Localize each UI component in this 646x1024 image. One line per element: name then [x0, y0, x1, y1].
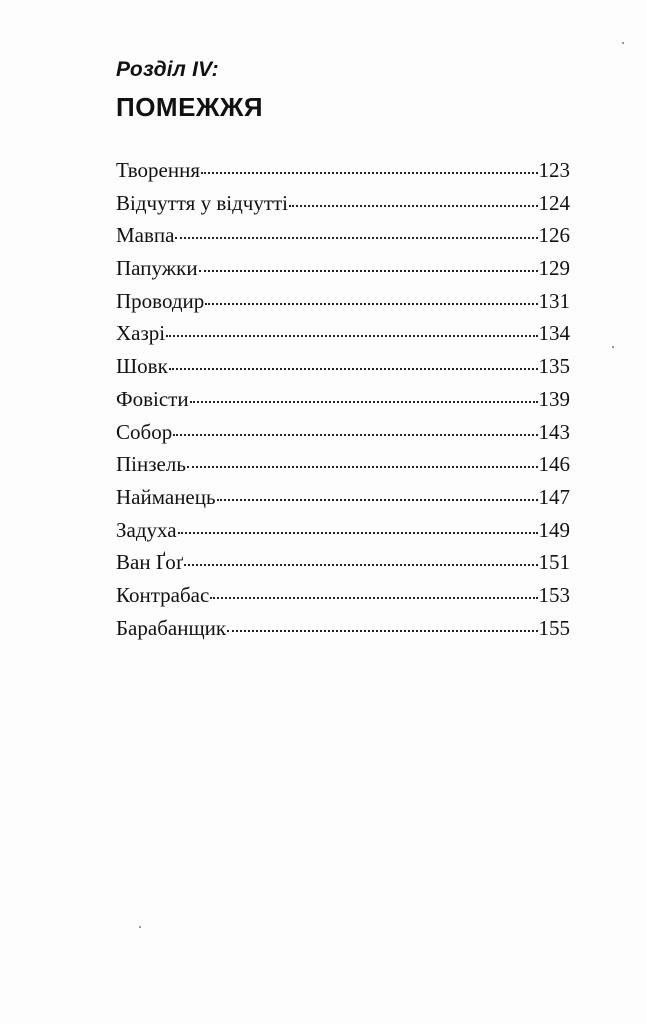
toc-entry-title: Шовк — [116, 354, 168, 379]
toc-entry-title: Ван Ґоґ — [116, 550, 184, 575]
toc-dot-leader — [227, 630, 537, 632]
toc-entry — [116, 485, 570, 518]
toc-entry-page: 149 — [538, 517, 570, 542]
toc-entry-title: Пінзель — [116, 452, 186, 477]
toc-dot-leader — [205, 303, 537, 305]
toc-entry-title: Барабанщик — [116, 615, 227, 640]
toc-entry-title: Проводир — [116, 288, 205, 313]
toc-entry — [116, 452, 570, 485]
toc-entry — [116, 321, 570, 354]
toc-entry — [116, 387, 570, 420]
toc-entry-title: Собор — [116, 419, 173, 444]
toc-entry — [116, 420, 570, 453]
toc-entry — [116, 256, 570, 289]
toc-dot-leader — [199, 270, 538, 272]
toc-dot-leader — [184, 564, 537, 566]
toc-entry-title: Фовісти — [116, 386, 189, 411]
toc-dot-leader — [201, 172, 537, 174]
toc-entry — [116, 191, 570, 224]
table-of-contents — [116, 158, 570, 648]
toc-entry-page: 155 — [538, 615, 570, 640]
toc-entry — [116, 289, 570, 322]
toc-entry-page: 153 — [538, 582, 570, 607]
section-title: ПОМЕЖЖЯ — [116, 92, 264, 122]
section-label: Розділ IV: — [116, 58, 219, 81]
toc-entry-page: 146 — [538, 452, 570, 477]
toc-dot-leader — [217, 499, 538, 501]
toc-entry-title: Контрабас — [116, 582, 210, 607]
toc-entry-page: 123 — [538, 158, 570, 182]
paper-speck — [622, 42, 624, 44]
toc-dot-leader — [169, 368, 538, 370]
toc-entry-page: 139 — [538, 386, 570, 411]
toc-dot-leader — [289, 205, 537, 207]
toc-entry-page: 131 — [538, 288, 570, 313]
toc-entry — [116, 158, 570, 191]
toc-entry-page: 134 — [538, 321, 570, 346]
paper-speck — [139, 926, 141, 928]
toc-entry — [116, 354, 570, 387]
toc-dot-leader — [173, 434, 537, 436]
toc-entry-title: Хазрі — [116, 321, 166, 346]
paper-speck — [612, 346, 614, 348]
toc-entry-page: 147 — [538, 484, 570, 509]
toc-entry — [116, 550, 570, 583]
toc-entry-title: Папужки — [116, 256, 198, 281]
toc-dot-leader — [178, 532, 538, 534]
toc-entry-page: 143 — [538, 419, 570, 444]
toc-entry — [116, 583, 570, 616]
toc-entry — [116, 616, 570, 649]
toc-dot-leader — [166, 335, 537, 337]
toc-dot-leader — [210, 597, 537, 599]
toc-entry-page: 129 — [538, 256, 570, 281]
toc-entry-page: 124 — [538, 190, 570, 215]
toc-entry-page: 135 — [538, 354, 570, 379]
toc-entry-title: Мавпа — [116, 223, 175, 248]
toc-dot-leader — [190, 401, 538, 403]
toc-dot-leader — [187, 466, 538, 468]
toc-dot-leader — [175, 237, 537, 239]
toc-entry-title: Творення — [116, 158, 201, 182]
toc-entry-title: Найманець — [116, 484, 216, 509]
toc-entry-title: Відчуття у відчутті — [116, 190, 289, 215]
toc-entry — [116, 518, 570, 551]
toc-entry-page: 151 — [538, 550, 570, 575]
toc-entry-page: 126 — [538, 223, 570, 248]
toc-entry — [116, 223, 570, 256]
toc-entry-title: Задуха — [116, 517, 177, 542]
